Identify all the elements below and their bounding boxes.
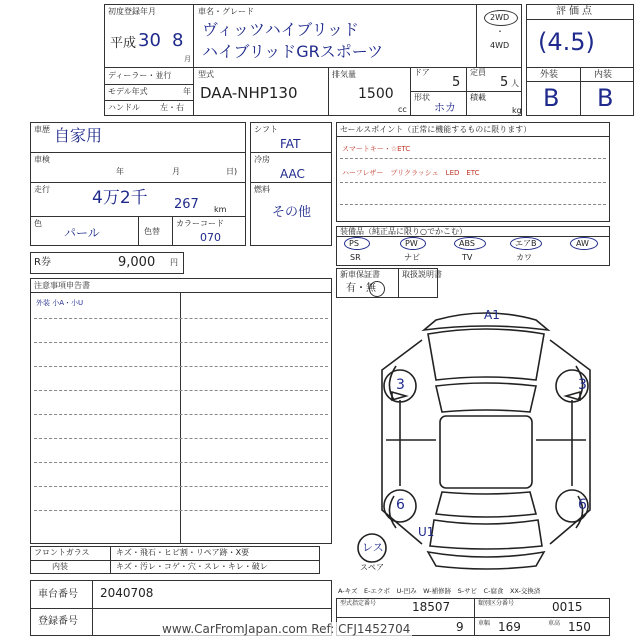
car-diagram — [336, 300, 636, 580]
shape-value: ホカ — [434, 101, 456, 114]
mileage-value: 4万2千 — [92, 188, 148, 208]
warranty-label: 新車保証書 — [340, 270, 380, 279]
displacement-unit: cc — [398, 105, 407, 114]
equip-aw: AW — [576, 239, 589, 248]
spare-label: スペア — [360, 563, 384, 572]
score-label: 評価点 — [556, 6, 595, 17]
recycle-label: R券 — [34, 257, 51, 268]
drive-2wd: 2WD — [490, 13, 510, 22]
load-unit: kg — [512, 106, 522, 115]
handle-label: ハンドル — [108, 103, 140, 112]
manual-label: 取扱説明書 — [402, 270, 442, 279]
mark-left-front: 3 — [396, 377, 405, 393]
equip-abs: ABS — [459, 239, 475, 248]
shift-value: FAT — [280, 137, 301, 151]
model-year-unit: 年 — [183, 87, 191, 96]
handle-opts: 左・右 — [160, 103, 184, 112]
reg-month: 8 — [172, 30, 184, 51]
capacity-unit: 人 — [511, 79, 519, 88]
inspection-label: 車検 — [34, 155, 50, 164]
displacement-value: 1500 — [358, 86, 394, 102]
color-code-label: カラーコード — [176, 219, 224, 228]
recycle-block — [30, 252, 184, 274]
car-name: ヴィッツハイブリッド — [202, 20, 359, 39]
plate-label: 登録番号 — [38, 616, 78, 627]
length-value: 9 — [456, 620, 464, 634]
type-value: DAA-NHP130 — [200, 84, 298, 102]
mark-right-front: 3 — [578, 377, 587, 393]
warranty-value: 有・無 — [346, 283, 376, 294]
load-label: 積載 — [470, 93, 486, 102]
sales-label: セールスポイント（正常に機能するものに限ります） — [340, 125, 532, 134]
color-label: 色 — [34, 219, 42, 228]
type-label: 型式 — [198, 70, 214, 79]
chassis-value: 2040708 — [100, 586, 154, 600]
model-year-label: モデル年式 — [108, 87, 148, 96]
color-value: パール — [64, 226, 100, 240]
equip-tv: TV — [462, 253, 473, 262]
score-value: (4.5) — [538, 28, 595, 56]
mark-u1: U1 — [418, 525, 435, 539]
color-code: 070 — [200, 231, 221, 244]
sales-line1: スマートキー・☆ETC — [342, 145, 411, 153]
interior-cond-value: キズ・汚レ・コゲ・穴・スレ・キレ・破レ — [116, 562, 268, 571]
fuel-value: その他 — [272, 205, 312, 220]
type-cert-value: 18507 — [412, 600, 451, 614]
displacement-label: 排気量 — [332, 70, 356, 79]
usage-label: 車歴 — [34, 125, 50, 134]
interior-value: B — [597, 84, 614, 112]
capacity-label: 定員 — [470, 68, 486, 77]
capacity-value: 5 — [500, 75, 509, 90]
fuel-label: 燃料 — [254, 185, 270, 194]
reg-date-label: 初度登録年月 — [108, 7, 156, 16]
chassis-label: 車台番号 — [38, 589, 78, 600]
usage-value: 自家用 — [54, 126, 103, 145]
type-cert-label: 型式指定番号 — [340, 600, 377, 607]
width-value: 169 — [498, 620, 521, 634]
windshield-value: キズ・飛石・ヒビ割・リペア跡・X要 — [116, 548, 250, 557]
equip-pw: PW — [405, 239, 418, 248]
watermark: www.CarFromJapan.com Ref: CFJ1452704 — [162, 622, 411, 636]
reg-era: 平成 — [110, 36, 137, 51]
equipment-label: 装備品（純正品に限り○でかこむ） — [340, 227, 467, 236]
sales-line2: ハーフレザー プリクラッシュ LED ETC — [342, 169, 480, 177]
windshield-label: フロントガラス — [34, 548, 90, 557]
recycle-unit: 円 — [170, 258, 178, 267]
warranty-circle — [369, 281, 385, 297]
exterior-label: 外装 — [540, 70, 559, 80]
inspection-month: 月 — [172, 167, 180, 176]
dealer-label: ディーラー・並行 — [108, 71, 172, 80]
color-change-label: 色替 — [144, 227, 160, 236]
drive-4wd: 4WD — [490, 41, 510, 50]
class-no-value: 0015 — [552, 600, 583, 614]
mark-a1: A1 — [484, 308, 500, 322]
inspection-year: 年 — [116, 167, 124, 176]
equip-airb: エアB — [515, 239, 537, 248]
mileage-label: 走行 — [34, 185, 50, 194]
car-name-label: 車名・グレード — [198, 7, 254, 16]
mark-left-rear: 6 — [396, 497, 405, 513]
ac-value: AAC — [280, 167, 305, 181]
doors-label: ドア — [414, 68, 430, 77]
reg-year: 30 — [138, 30, 161, 51]
interior-cond-label: 内装 — [52, 562, 68, 571]
notes-label: 注意事項申告書 — [34, 281, 90, 290]
shape-label: 形状 — [414, 93, 430, 102]
equip-sr: SR — [350, 253, 361, 262]
recycle-value: 9,000 — [118, 255, 156, 270]
width-label: 車幅 — [478, 620, 491, 627]
exterior-value: B — [543, 84, 560, 112]
class-no-label: 類別区分番号 — [478, 600, 515, 607]
ac-label: 冷房 — [254, 155, 270, 164]
reg-month-unit: 月 — [184, 55, 191, 63]
notes-line1: 外装 小A・小U — [36, 299, 84, 307]
equip-ps: PS — [349, 239, 359, 248]
mileage-sub: 267 — [174, 197, 199, 212]
damage-legend: A-キズ E-エクボ U-凹み W-補修跡 S-サビ C-腐食 XX-交換済 — [338, 587, 541, 595]
equip-leather: カワ — [516, 253, 532, 262]
height-label: 車高 — [548, 620, 561, 627]
doors-value: 5 — [452, 75, 461, 90]
height-value: 150 — [568, 620, 591, 634]
inspection-day: 日) — [226, 167, 238, 176]
spare-mark: レス — [362, 541, 384, 554]
drive-dot: ・ — [496, 27, 504, 36]
shift-label: シフト — [254, 125, 278, 134]
equip-navi: ナビ — [404, 253, 420, 262]
mark-right-rear: 6 — [578, 497, 587, 513]
car-grade: ハイブリッドGRスポーツ — [202, 42, 384, 61]
interior-label: 内装 — [594, 70, 613, 80]
mileage-unit: km — [214, 205, 227, 214]
